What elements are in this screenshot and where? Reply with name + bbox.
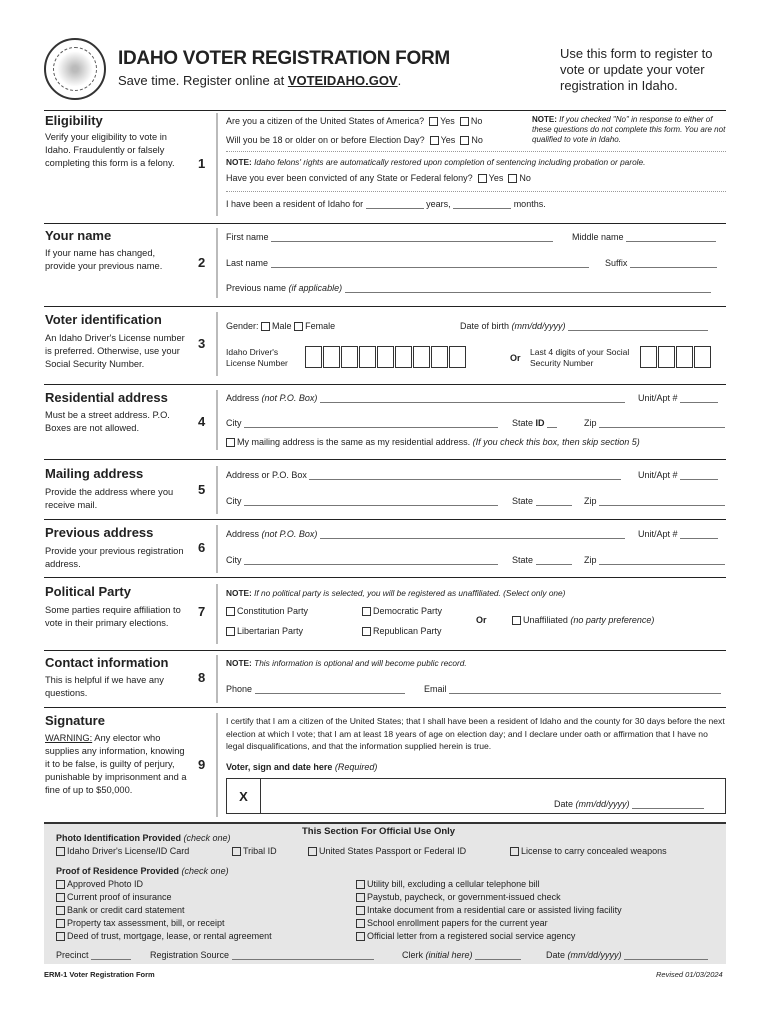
section-3-desc: An Idaho Driver's License number is preferred. Otherwise, use your Social Security Number. (45, 333, 185, 369)
reg-source-field[interactable] (232, 950, 374, 960)
email-field[interactable] (449, 684, 721, 694)
first-name-row: First name (226, 232, 553, 242)
section-5-number: 5 (198, 482, 206, 497)
precinct-field[interactable] (91, 950, 131, 960)
section-5-desc: Provide the address where you receive mail. (45, 487, 174, 510)
section-bar (216, 584, 218, 644)
form-intro: Use this form to register to vote or update your voter registration in Idaho. (560, 46, 713, 93)
photo-id-label: Photo Identification Provided (check one) (56, 833, 231, 843)
prev-address-field[interactable] (320, 529, 625, 539)
section-divider (44, 306, 726, 307)
last-name-row: Last name (226, 258, 589, 268)
section-4-number: 4 (198, 414, 206, 429)
unaffiliated-option: Unaffiliated (no party preference) (512, 615, 654, 625)
female-checkbox[interactable] (294, 322, 303, 331)
proof-right-3: School enrollment papers for the current year (356, 918, 548, 928)
unaffiliated-checkbox[interactable] (512, 616, 521, 625)
clerk-row: Clerk (initial here) (402, 950, 521, 960)
section-divider (44, 519, 726, 520)
age-question: Will you be 18 or older on or before Election Day? Yes No (226, 135, 483, 145)
res-state-value: ID (535, 418, 545, 428)
proof-checkbox[interactable] (56, 932, 65, 941)
proof-checkbox[interactable] (356, 893, 365, 902)
eligibility-note: NOTE: If you checked "No" in response to either of these questions do not complete this form. You are not qualified to vote in Idaho. (532, 115, 726, 144)
first-name-field[interactable] (271, 232, 553, 242)
section-divider (44, 577, 726, 578)
felony-no-checkbox[interactable] (508, 174, 517, 183)
section-8-number: 8 (198, 670, 206, 685)
proof-checkbox[interactable] (356, 919, 365, 928)
section-bar (216, 466, 218, 514)
res-city-field[interactable] (244, 418, 498, 428)
section-6-number: 6 (198, 540, 206, 555)
section-3-title: Voter identification (45, 312, 162, 327)
res-address-row: Address (not P.O. Box) (226, 393, 625, 403)
proof-right-4: Official letter from a registered social service agency (356, 931, 575, 941)
citizen-yes-checkbox[interactable] (429, 117, 438, 126)
proof-left-0: Approved Photo ID (56, 879, 143, 889)
felony-yes-checkbox[interactable] (478, 174, 487, 183)
proof-checkbox[interactable] (356, 906, 365, 915)
felony-question: Have you ever been convicted of any State or Federal felony? Yes No (226, 173, 531, 183)
mail-address-row: Address or P.O. Box (226, 470, 621, 480)
phone-field[interactable] (255, 684, 405, 694)
mail-zip-row: Zip (584, 496, 725, 506)
citizen-no-checkbox[interactable] (460, 117, 469, 126)
or-separator: Or (510, 353, 521, 363)
party-or-separator: Or (476, 615, 487, 625)
libertarian-option: Libertarian Party (226, 626, 303, 636)
suffix-row: Suffix (605, 258, 717, 268)
id-option-0: Idaho Driver's License/ID Card (56, 846, 189, 856)
prev-city-row: City (226, 555, 498, 565)
section-9-title: Signature (45, 713, 105, 728)
section-bar (216, 713, 218, 817)
mail-zip-field[interactable] (599, 496, 725, 506)
gender-row: Gender: Male Female (226, 321, 336, 331)
proof-right-1: Paystub, paycheck, or government-issued check (356, 892, 561, 902)
mail-state-row: State (512, 496, 572, 506)
proof-checkbox[interactable] (356, 932, 365, 941)
section-4-title: Residential address (45, 390, 168, 405)
section-1-number: 1 (198, 156, 206, 171)
dob-row: Date of birth (mm/dd/yyyy) (460, 321, 708, 331)
prev-zip-row: Zip (584, 555, 725, 565)
male-checkbox[interactable] (261, 322, 270, 331)
mail-address-field[interactable] (309, 470, 621, 480)
precinct-row: Precinct (56, 950, 131, 960)
residency-months-field[interactable] (453, 199, 511, 209)
res-unit-field[interactable] (680, 393, 718, 403)
section-bar (216, 525, 218, 573)
section-7-number: 7 (198, 604, 206, 619)
dob-field[interactable] (568, 321, 708, 331)
proof-right-0: Utility bill, excluding a cellular telephone bill (356, 879, 540, 889)
section-bar (216, 312, 218, 376)
section-divider (44, 707, 726, 708)
section-2-number: 2 (198, 255, 206, 270)
proof-checkbox[interactable] (56, 919, 65, 928)
dl-label: Idaho Driver's License Number (226, 347, 288, 368)
mail-city-row: City (226, 496, 498, 506)
section-6-title: Previous address (45, 525, 154, 540)
dl-number-boxes[interactable] (305, 346, 467, 368)
res-unit-row: Unit/Apt # (638, 393, 718, 403)
idaho-state-seal (44, 38, 106, 100)
mail-city-field[interactable] (244, 496, 498, 506)
proof-left-4: Deed of trust, mortgage, lease, or rental agreement (56, 931, 272, 941)
form-id: ERM-1 Voter Registration Form (44, 970, 155, 979)
signature-date-field[interactable] (632, 799, 704, 809)
id-option-2: United States Passport or Federal ID (308, 846, 466, 856)
proof-checkbox[interactable] (356, 880, 365, 889)
section-8-desc: This is helpful if we have any questions. (45, 675, 164, 698)
residency-years-field[interactable] (366, 199, 424, 209)
res-zip-row: Zip (584, 418, 725, 428)
section-4-desc: Must be a street address. P.O. Boxes are not allowed. (45, 410, 170, 433)
section-divider (44, 459, 726, 460)
res-address-field[interactable] (320, 393, 625, 403)
section-9-number: 9 (198, 757, 206, 772)
felon-note: NOTE: Idaho felons' rights are automatically restored upon completion of sentencing including probation or parole. (226, 157, 646, 167)
section-divider (44, 650, 726, 651)
section-7-title: Political Party (45, 584, 131, 599)
proof-checkbox[interactable] (56, 893, 65, 902)
section-9-desc: WARNING: Any elector who supplies any information, knowing it to be false, is guilty of perjury, punishable by imprisonment and a fine of up to $50,000. (45, 733, 187, 795)
republican-option: Republican Party (362, 626, 442, 636)
mail-unit-row: Unit/Apt # (638, 470, 718, 480)
section-bar (216, 655, 218, 703)
phone-row: Phone (226, 684, 405, 694)
constitution-checkbox[interactable] (226, 607, 235, 616)
res-state-row: State ID (512, 418, 557, 428)
signature-label: Voter, sign and date here (Required) (226, 762, 378, 772)
section-bar (216, 113, 218, 216)
age-yes-checkbox[interactable] (430, 136, 439, 145)
prev-zip-field[interactable] (599, 555, 725, 565)
reg-source-row: Registration Source (150, 950, 374, 960)
prev-address-row: Address (not P.O. Box) (226, 529, 625, 539)
dotted-divider (226, 191, 726, 192)
id-option-3: License to carry concealed weapons (510, 846, 667, 856)
ssn-label: Last 4 digits of your Social Security Number (530, 347, 630, 368)
res-city-row: City (226, 418, 498, 428)
previous-name-field[interactable] (345, 283, 711, 293)
section-bar (216, 390, 218, 450)
libertarian-checkbox[interactable] (226, 627, 235, 636)
age-no-checkbox[interactable] (460, 136, 469, 145)
dotted-divider (226, 151, 726, 152)
section-8-title: Contact information (45, 655, 169, 670)
last-name-field[interactable] (271, 258, 589, 268)
official-use-title: This Section For Official Use Only (302, 826, 456, 837)
proof-left-1: Current proof of insurance (56, 892, 172, 902)
section-5-title: Mailing address (45, 466, 144, 481)
proof-right-2: Intake document from a residential care or assisted living facility (356, 905, 622, 915)
same-address-checkbox[interactable] (226, 438, 235, 447)
signature-box[interactable] (226, 778, 726, 814)
mail-unit-field[interactable] (680, 470, 718, 480)
mail-state-field[interactable] (536, 496, 572, 506)
section-2-title: Your name (45, 228, 112, 243)
id-option-1: Tribal ID (232, 846, 277, 856)
certification-text: I certify that I am a citizen of the United States; that I shall have been a resident of Idaho and the county for 30 days before the next election at which I vote; that I am at least 18 years of age on election day; and I declare under oath or affirmation that I have no legal disqualifications, and that the information supplied herein is true. (226, 716, 725, 751)
middle-name-row: Middle name (572, 232, 716, 242)
id-checkbox[interactable] (232, 847, 241, 856)
revised-date: Revised 01/03/2024 (656, 970, 723, 979)
official-date-row: Date (mm/dd/yyyy) (546, 950, 708, 960)
form-subtitle: Save time. Register online at VOTEIDAHO.GOV. (118, 73, 402, 88)
section-bar (216, 228, 218, 298)
section-2-desc: If your name has changed, provide your previous name. (45, 248, 163, 271)
proof-checkbox[interactable] (56, 880, 65, 889)
section-divider (44, 110, 726, 111)
signature-x-mark: X (227, 779, 261, 813)
proof-left-3: Property tax assessment, bill, or receipt (56, 918, 225, 928)
proof-checkbox[interactable] (56, 906, 65, 915)
citizen-question: Are you a citizen of the United States of America? Yes No (226, 116, 483, 126)
contact-note: NOTE: This information is optional and will become public record. (226, 658, 467, 668)
constitution-option: Constitution Party (226, 606, 308, 616)
same-address-row: My mailing address is the same as my residential address. (If you check this box, then skip section 5) (226, 437, 640, 447)
republican-checkbox[interactable] (362, 627, 371, 636)
signature-date-row: Date (mm/dd/yyyy) (554, 799, 704, 809)
section-3-number: 3 (198, 336, 206, 351)
ssn-boxes[interactable] (640, 346, 712, 368)
suffix-field[interactable] (630, 258, 717, 268)
proof-label: Proof of Residence Provided (check one) (56, 866, 229, 876)
prev-unit-field[interactable] (680, 529, 718, 539)
id-checkbox[interactable] (510, 847, 519, 856)
party-note: NOTE: If no political party is selected, you will be registered as unaffiliated. (Select only one) (226, 588, 566, 598)
voteidaho-link[interactable]: VOTEIDAHO.GOV (287, 73, 398, 88)
section-divider (44, 384, 726, 385)
res-zip-field[interactable] (599, 418, 725, 428)
section-6-desc: Provide your previous registration address. (45, 546, 184, 569)
section-1-title: Eligibility (45, 113, 103, 128)
section-7-desc: Some parties require affiliation to vote in their primary elections. (45, 605, 181, 628)
official-date-field[interactable] (624, 950, 708, 960)
form-title: IDAHO VOTER REGISTRATION FORM (118, 48, 450, 69)
middle-name-field[interactable] (626, 232, 716, 242)
residency-duration: I have been a resident of Idaho for years, months. (226, 199, 546, 209)
democratic-option: Democratic Party (362, 606, 442, 616)
prev-unit-row: Unit/Apt # (638, 529, 718, 539)
prev-city-field[interactable] (244, 555, 498, 565)
id-checkbox[interactable] (56, 847, 65, 856)
id-checkbox[interactable] (308, 847, 317, 856)
proof-left-2: Bank or credit card statement (56, 905, 185, 915)
previous-name-row: Previous name (if applicable) (226, 283, 711, 293)
prev-state-field[interactable] (536, 555, 572, 565)
democratic-checkbox[interactable] (362, 607, 371, 616)
email-row: Email (424, 684, 721, 694)
section-1-desc: Verify your eligibility to vote in Idaho. Fraudulently or falsely completing this form is a felony. (45, 132, 175, 168)
section-divider (44, 223, 726, 224)
clerk-field[interactable] (475, 950, 521, 960)
prev-state-row: State (512, 555, 572, 565)
